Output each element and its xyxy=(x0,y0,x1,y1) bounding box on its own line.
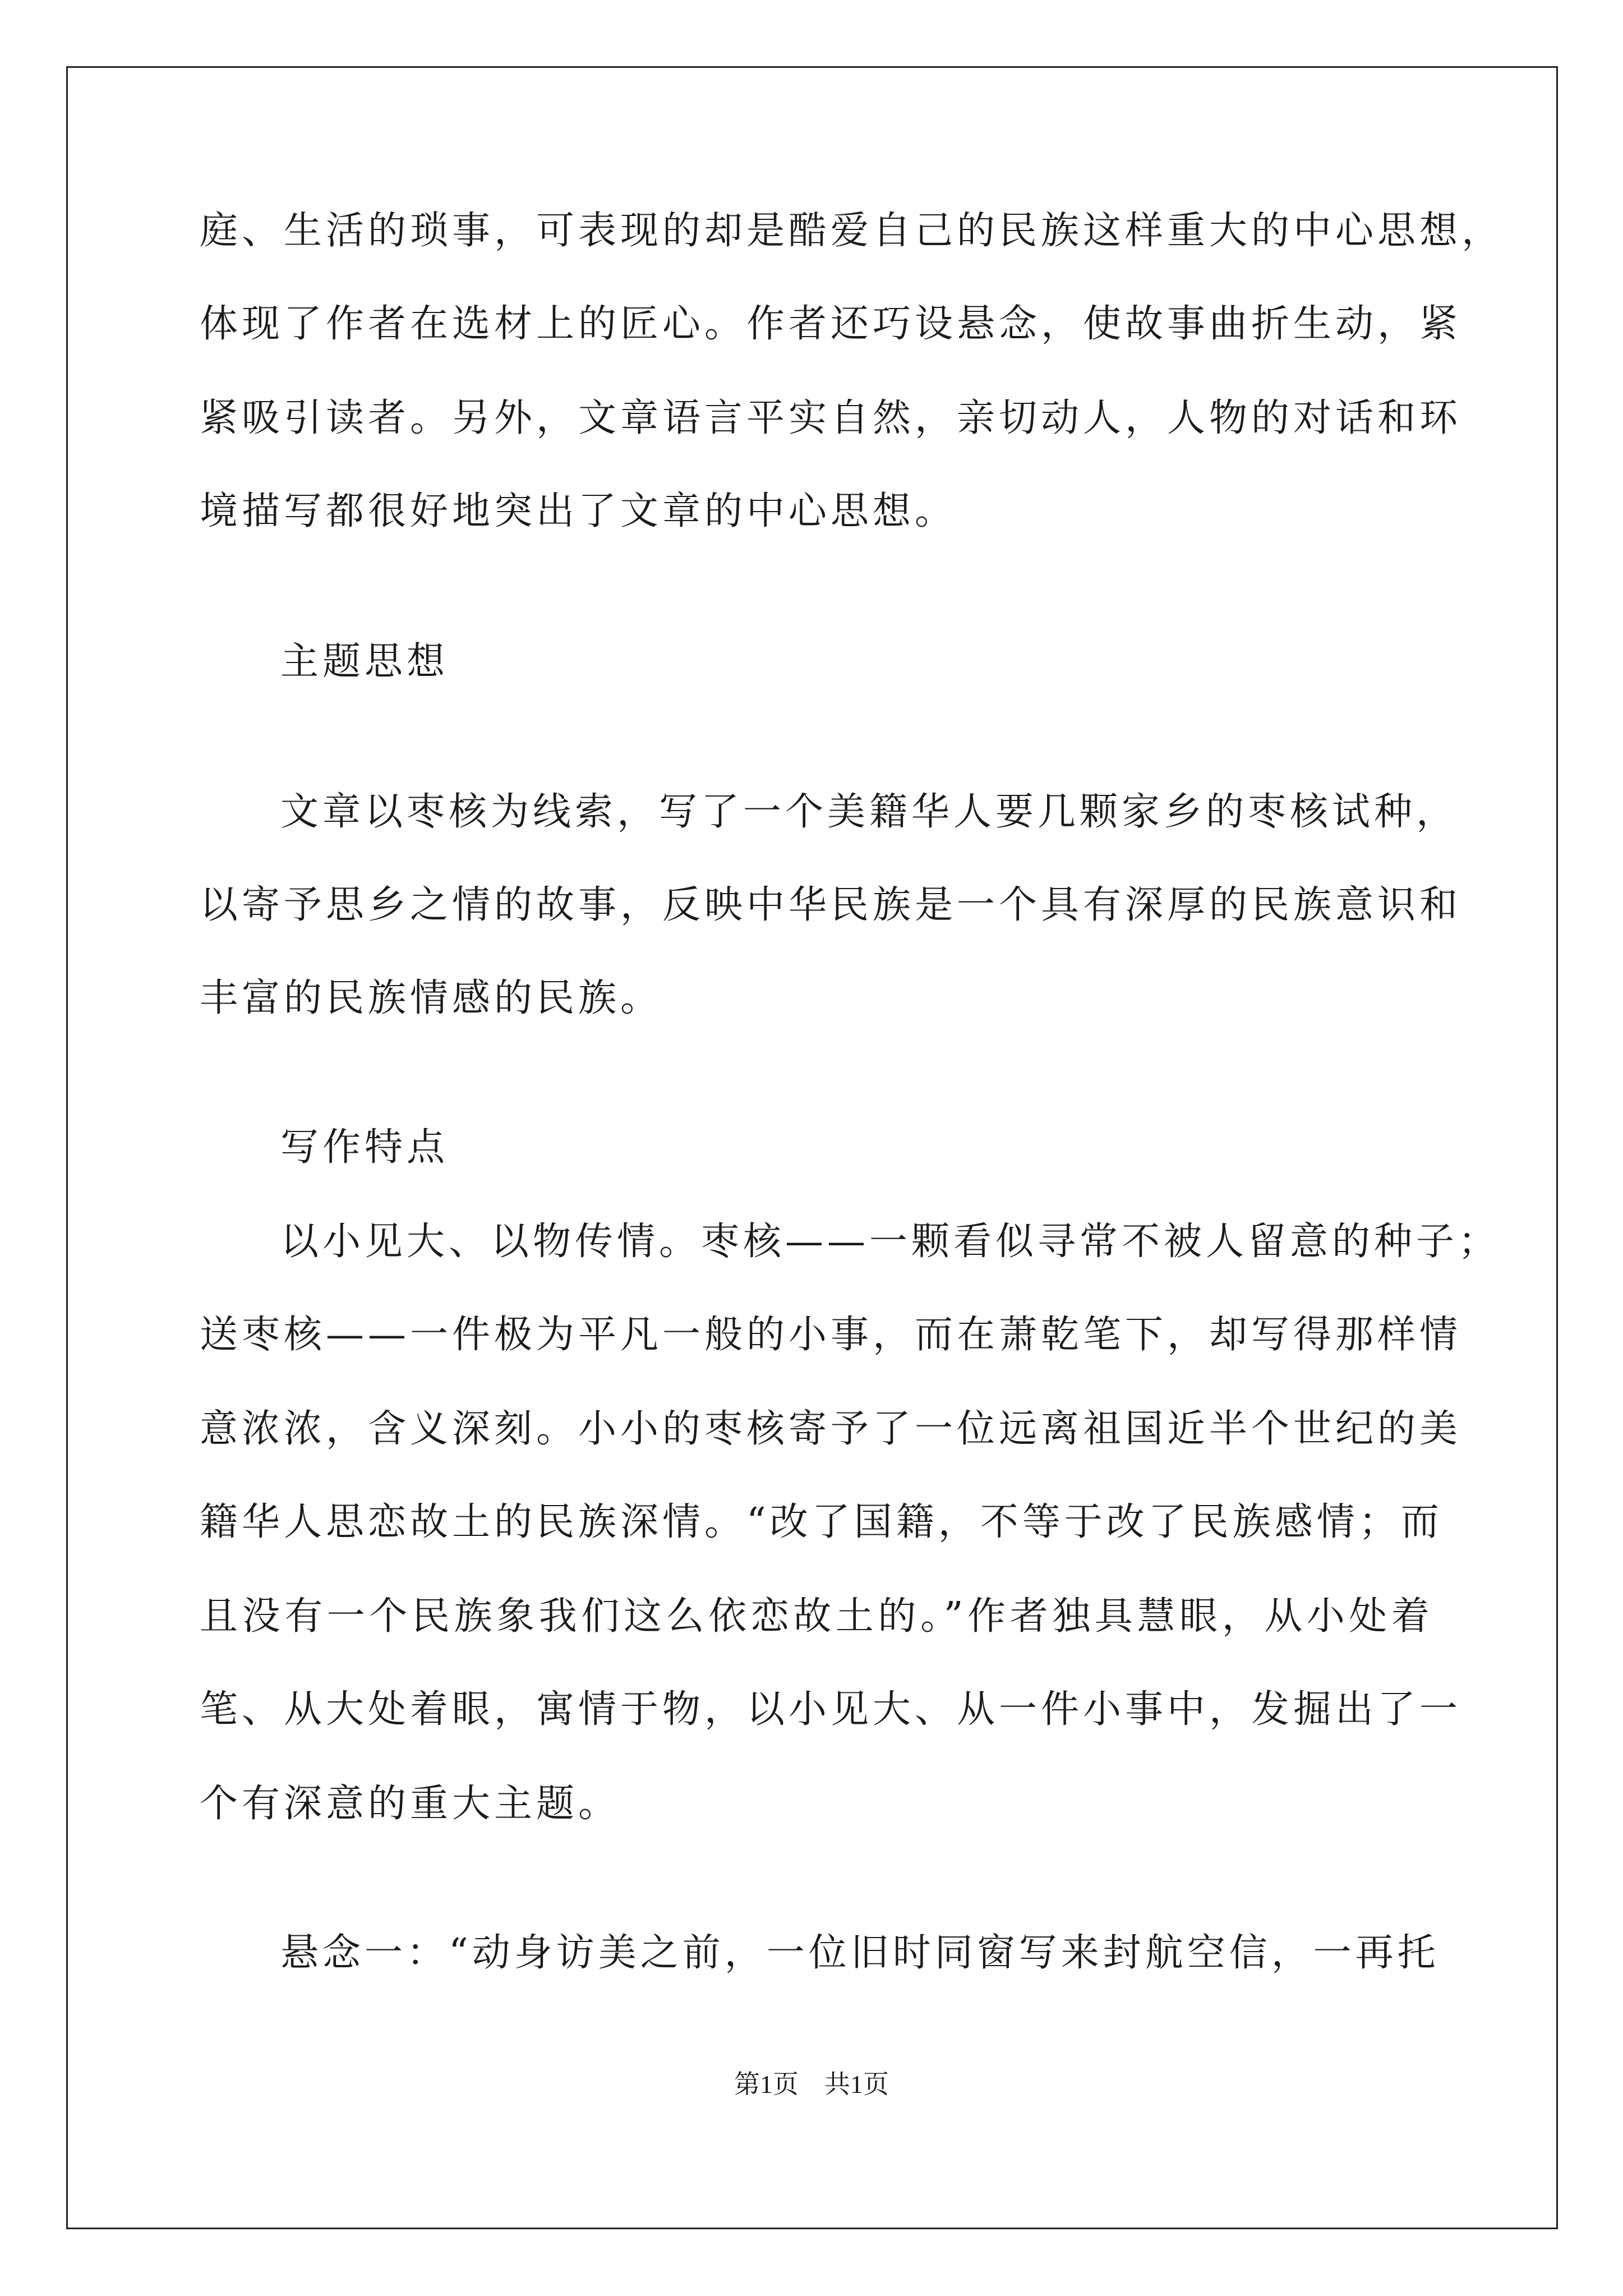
text-line: 送枣核——一件极为平凡一般的小事，而在萧乾笔下，却写得那样情 xyxy=(200,1313,1462,1357)
section-heading-writing-features: 写作特点 xyxy=(280,1125,449,1170)
text-line: 笔、从大处着眼，寓情于物，以小见大、从一件小事中，发掘出了一 xyxy=(200,1687,1462,1732)
text-line: 以小见大、以物传情。枣核——一颗看似寻常不被人留意的种子； xyxy=(280,1220,1501,1264)
text-line: 境描写都很好地突出了文章的中心思想。 xyxy=(200,489,957,533)
section-heading-theme: 主题思想 xyxy=(280,639,449,684)
text-line: 文章以枣核为线索，写了一个美籍华人要几颗家乡的枣核试种， xyxy=(280,790,1459,834)
text-line: 悬念一：“动身访美之前，一位旧时同窗写来封航空信，一再托 xyxy=(280,1931,1440,1975)
text-line: 紧吸引读者。另外，文章语言平实自然，亲切动人，人物的对话和环 xyxy=(200,396,1462,440)
page-number-footer: 第1页 共1页 xyxy=(734,2070,889,2099)
text-line: 体现了作者在选材上的匠心。作者还巧设悬念，使故事曲折生动，紧 xyxy=(200,302,1462,346)
text-line: 且没有一个民族象我们这么依恋故土的。”作者独具慧眼，从小处着 xyxy=(200,1594,1433,1639)
text-line: 籍华人思恋故土的民族深情。“改了国籍，不等于改了民族感情；而 xyxy=(200,1500,1443,1544)
text-line: 意浓浓，含义深刻。小小的枣核寄予了一位远离祖国近半个世纪的美 xyxy=(200,1407,1462,1451)
text-line: 庭、生活的琐事，可表现的却是酷爱自己的民族这样重大的中心思想， xyxy=(200,209,1504,253)
text-line: 以寄予思乡之情的故事，反映中华民族是一个具有深厚的民族意识和 xyxy=(200,883,1462,927)
text-line: 丰富的民族情感的民族。 xyxy=(200,976,663,1020)
text-line: 个有深意的重大主题。 xyxy=(200,1782,621,1826)
